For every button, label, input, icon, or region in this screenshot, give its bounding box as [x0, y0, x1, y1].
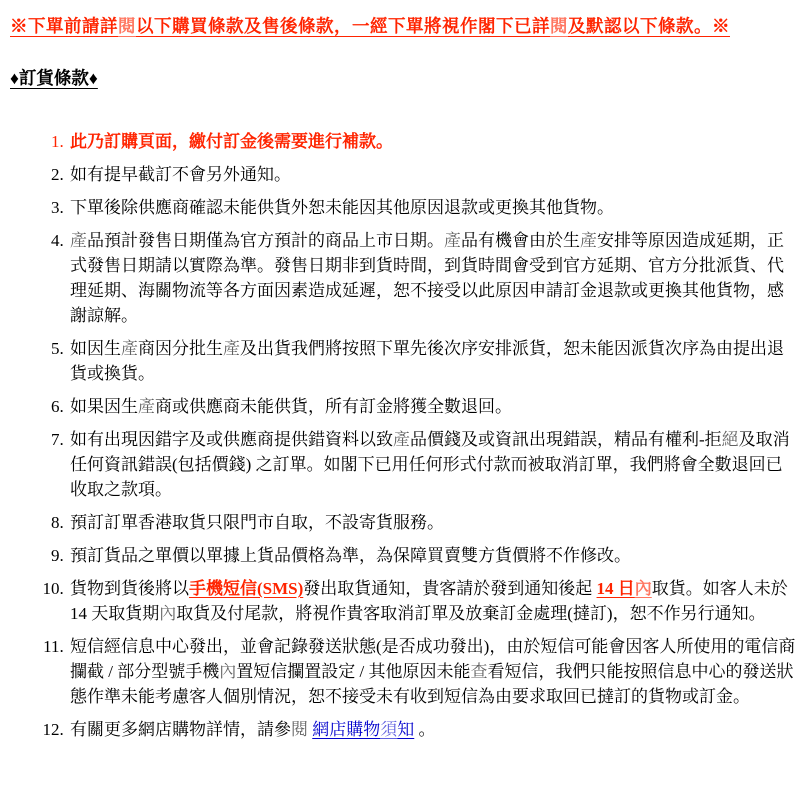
term-text: 產品預計發售日期僅為官方預計的商品上市日期。產品有機會由於生產安排等原因造成延期，正式發售日期請以實際為準。發售日期非到貨時間，到貨時間會受到官方延期、官方分批派貨、代理延期、海關物流等各方面因素造成延遲，恕不接受以此原因申請訂金退款或更換其他貨物，感謝諒解。 [70, 231, 784, 325]
term-item [68, 336, 797, 386]
term-text: 下單後除供應商確認未能供貨外恕未能因其他原因退款或更換其他貨物。 [70, 198, 614, 217]
term-item [68, 195, 797, 220]
term-text: 如有出現因錯字及或供應商提供錯資料以致產品價錢及或資訊出現錯誤，精品有權利-拒絕及取消任何資訊錯誤(包括價錢) 之訂單。如閣下已用任何形式付款而被取消訂單，我們將會全數退回已收取之款項。 [70, 430, 790, 499]
term-text: 如果因生產商或供應商未能供貨，所有訂金將獲全數退回。 [70, 397, 512, 416]
fallback-glyph: 絕 [721, 430, 739, 449]
term-text: 。 [414, 720, 436, 739]
fallback-glyph: 內 [159, 604, 177, 623]
term-text: 預訂貨品之單價以單據上貨品價格為準，為保障買賣雙方貨價將不作修改。 [70, 546, 631, 565]
fallback-glyph: 閱 [118, 16, 136, 36]
fallback-glyph: 產 [70, 231, 87, 250]
fallback-glyph: 查 [470, 662, 488, 681]
fallback-glyph: 產 [223, 339, 240, 358]
term-text: 有關更多網店購物詳情，請參閱 [70, 720, 308, 739]
fallback-glyph: 閱 [291, 720, 308, 739]
fallback-glyph: 內 [634, 579, 652, 598]
term-item [68, 634, 797, 709]
fallback-glyph: 須 [380, 720, 398, 739]
term-item [68, 427, 797, 502]
term-item [68, 576, 797, 626]
term-item [68, 717, 797, 742]
term-emphasis: 手機短信(SMS) [189, 579, 304, 598]
term-item [68, 129, 797, 154]
term-text: 取貨。如客人未於 14 天取貨期內取貨及付尾款，將視作貴客取消訂單及放棄訂金處理(撻訂)，恕不作另行通知。 [70, 579, 788, 623]
term-item [68, 394, 797, 419]
fallback-glyph: 閱 [550, 16, 568, 36]
term-text: 貨物到貨後將以 [70, 579, 189, 598]
fallback-glyph: 產 [393, 430, 410, 449]
fallback-glyph: 產 [444, 231, 461, 250]
fallback-glyph: 內 [219, 662, 237, 681]
term-text: 如因生產商因分批生產及出貨我們將按照下單先後次序安排派貨，恕未能因派貨次序為由提出退貨或換貨。 [70, 339, 784, 383]
term-item [68, 543, 797, 568]
term-text: 預訂訂單香港取貨只限門市自取，不設寄貨服務。 [70, 513, 444, 532]
term-emphasis: 此乃訂購頁面，繳付訂金後需要進行補款。 [70, 132, 393, 151]
fallback-glyph: 產 [580, 231, 597, 250]
term-item [68, 228, 797, 328]
term-item [68, 162, 797, 187]
term-text: 發出取貨通知，貴客請於發到通知後起 [303, 579, 597, 598]
order-terms-section-title: ♦訂貨條款♦ [10, 68, 98, 88]
term-text: 短信經信息中心發出，並會記錄發送狀態(是否成功發出)，由於短信可能會因客人所使用的電信商攔截 / 部分型號手機內置短信攔置設定 / 其他原因未能查看短信，我們只能按照信息中心的發送狀態作準未能考慮客人個別情況，恕不接受未有收到短信為由要求取回已撻訂的貨物或訂金。 [70, 637, 796, 706]
term-item [68, 510, 797, 535]
term-text: 如有提早截訂不會另外通知。 [70, 165, 291, 184]
store-shopping-notice-link[interactable]: 網店購物須知 [312, 720, 415, 739]
fallback-glyph: 產 [138, 397, 155, 416]
term-emphasis: 14 日內 [596, 579, 652, 598]
terms-list [10, 129, 797, 742]
purchase-terms-warning-header: ※下單前請詳閱以下購買條款及售後條款，一經下單將視作閣下已詳閱及默認以下條款。※ [10, 16, 730, 36]
fallback-glyph: 產 [121, 339, 138, 358]
